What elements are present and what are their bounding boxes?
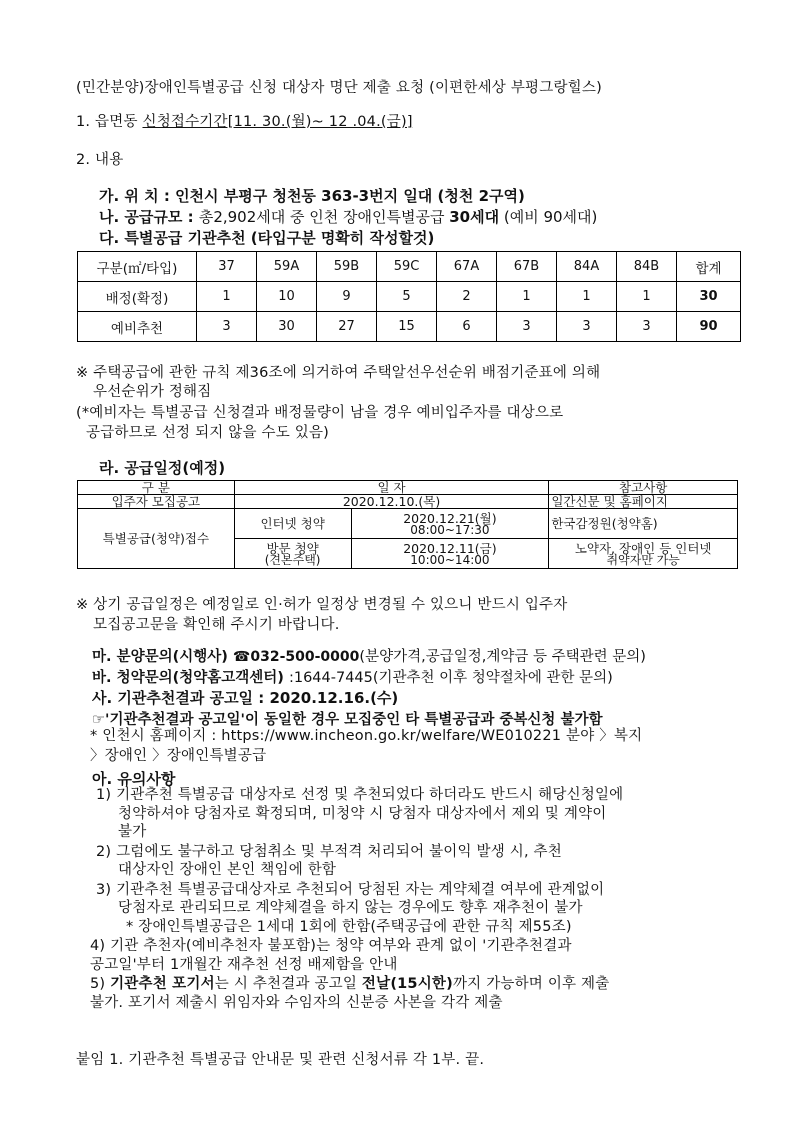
- note-line: ※ 주택공급에 관한 규칙 제36조에 의거하여 주택알선우선순위 배점기준표에 의해: [76, 365, 601, 381]
- table-header: 84A: [557, 252, 617, 282]
- table-cell: 1: [557, 282, 617, 312]
- table-cell: 입주자 모집공고: [78, 495, 235, 509]
- note-item: [90, 975, 623, 1012]
- schedule-date: 2020.12.21(월): [403, 510, 497, 526]
- note-item: [96, 881, 623, 937]
- table-header: 67A: [437, 252, 497, 282]
- note-5-text: 까지 가능하며 이후 제출: [452, 976, 610, 992]
- table-cell: 90: [677, 312, 741, 342]
- note-line: 1) 기관추천 특별공급 대상자로 선정 및 추천되었다 하더라도 반드시 해당신청일에: [96, 787, 624, 803]
- item-na-text-a: 총2,902세대 중 인천 장애인특별공급: [198, 208, 450, 226]
- note-line: [90, 975, 623, 994]
- schedule-date: 2020.12.11(금): [403, 540, 497, 556]
- table-cell: 배정(확정): [78, 282, 197, 312]
- table-cell: 1: [497, 282, 557, 312]
- subscription-phone: :1644-7445: [288, 670, 373, 686]
- item-a: 아. 유의사항: [92, 770, 176, 788]
- attachment-line: 붙임 1. 기관추천 특별공급 안내문 및 관련 신청서류 각 1부. 끝.: [76, 1052, 485, 1068]
- table-header: 37: [197, 252, 257, 282]
- note-line: (*예비자는 특별공급 신청결과 배정물량이 남을 경우 예비입주자를 대상으로: [76, 405, 564, 421]
- item-ba-label: 바. 청약문의(청약홈고객센터): [92, 670, 289, 686]
- section-2: 2. 내용: [76, 152, 124, 168]
- table-header: 합계: [677, 252, 741, 282]
- table-row: [78, 282, 741, 312]
- note-line: 공고일'부터 1개월간 재추천 선정 배제함을 안내: [90, 956, 398, 973]
- table-header: 84B: [617, 252, 677, 282]
- note-line: 3) 기관추천 특별공급대상자로 추천되어 당첨된 자는 계약체결 여부에 관계없이: [96, 881, 605, 898]
- application-period: 신청접수기간[11. 30.(월)~ 12 .04.(금)]: [142, 114, 413, 130]
- item-ma: [92, 645, 646, 666]
- table-cell: 30: [257, 312, 317, 342]
- note-5-num: 5): [90, 976, 111, 992]
- table-cell: 2020.12.10.(목): [234, 495, 549, 509]
- note-5-bold: 기관추천 포기서: [110, 976, 215, 992]
- allocation-table: [77, 251, 741, 342]
- schedule-ref-sub: 취약자만 가능: [606, 552, 680, 567]
- table-cell: 특별공급(청약)접수: [78, 509, 235, 569]
- table-row: [78, 312, 741, 342]
- item-ga-text: 인천시 부평구 청천동 363-3번지 일대 (청천 2구역): [175, 187, 525, 205]
- table-cell: [351, 539, 549, 569]
- note-line: 당첨자로 관리되므로 계약체결을 하지 않는 경우에도 향후 재추천이 불가: [118, 900, 583, 916]
- section-1-prefix: 1. 읍면동: [76, 114, 143, 130]
- table-cell: 5: [377, 282, 437, 312]
- note-line: 청약하셔야 당첨자로 확정되며, 미청약 시 당첨자 대상자에서 제외 및 계약이: [118, 805, 607, 822]
- table-header: 67B: [497, 252, 557, 282]
- table-header: 참고사항: [549, 481, 738, 495]
- note-item: [90, 937, 623, 974]
- note-line: 불가: [118, 824, 147, 840]
- table-cell: 3: [557, 312, 617, 342]
- website-note: [90, 726, 642, 766]
- note-priority: [76, 364, 600, 402]
- table-cell: 2: [437, 282, 497, 312]
- table-cell: 6: [437, 312, 497, 342]
- table-header: 59A: [257, 252, 317, 282]
- item-ma-text: (분양가격,공급일정,계약금 등 주택관련 문의): [359, 649, 646, 665]
- table-header: 59B: [317, 252, 377, 282]
- table-row: [78, 509, 738, 539]
- note-line: 2) 그럼에도 불구하고 당첨취소 및 부적격 처리되어 불이익 발생 시, 추천: [96, 843, 562, 860]
- item-na-count: 30세대: [449, 208, 500, 226]
- table-cell: 3: [617, 312, 677, 342]
- table-cell: 1: [197, 282, 257, 312]
- schedule-time: 10:00~14:00: [410, 552, 490, 567]
- note-5-text: 는 시 추천결과 공고일: [214, 976, 362, 992]
- schedule-method: 방문 청약: [266, 540, 319, 556]
- note-item: [96, 843, 623, 880]
- note-reserve: [76, 403, 563, 443]
- notes-list: [90, 786, 623, 1012]
- table-cell: 1: [617, 282, 677, 312]
- table-cell: [351, 509, 549, 539]
- item-na-label: 나. 공급규모 :: [99, 208, 199, 226]
- website-line: 〉장애인 〉장애인특별공급: [90, 748, 267, 764]
- note-line: 공급하므로 선정 되지 않을 수도 있음): [86, 425, 330, 441]
- duplicate-warning: ☞'기관추천결과 공고일'이 동일한 경우 모집중인 타 특별공급과 중복신청 불가함: [92, 712, 603, 728]
- schedule-time: 08:00~17:30: [410, 522, 490, 537]
- note-line: 대상자인 장애인 본인 책임에 한함: [118, 862, 337, 878]
- table-header: 구 분: [78, 481, 235, 495]
- schedule-method-sub: (견본주택): [264, 552, 321, 567]
- website-line[interactable]: * 인천시 홈페이지 : https://www.incheon.go.kr/welfare/WE010221 분야 〉복지: [90, 728, 643, 744]
- table-cell: 27: [317, 312, 377, 342]
- table-header: 일 자: [234, 481, 549, 495]
- table-cell: [234, 539, 351, 569]
- table-cell: 예비추천: [78, 312, 197, 342]
- note-5-deadline: 전날(15시한): [361, 976, 453, 992]
- item-na-text-b: (예비 90세대): [499, 208, 598, 226]
- table-row: [78, 495, 738, 509]
- schedule-table: [77, 480, 738, 569]
- section-1: [76, 110, 413, 131]
- table-cell: 30: [677, 282, 741, 312]
- table-header: 구분(㎡/타입): [78, 252, 197, 282]
- table-cell: 3: [497, 312, 557, 342]
- item-sa: 사. 기관추천결과 공고일 : 2020.12.16.(수): [92, 689, 399, 707]
- table-cell: 15: [377, 312, 437, 342]
- table-header-row: [78, 481, 738, 495]
- table-cell: 인터넷 청약: [234, 509, 351, 539]
- table-cell: 일간신문 및 홈페이지: [549, 495, 738, 509]
- item-da: 다. 특별공급 기관추천 (타입구분 명확히 작성할것): [99, 229, 435, 247]
- note-line: 불가. 포기서 제출시 위임자와 수임자의 신분증 사본을 각각 제출: [90, 994, 503, 1011]
- note-line: * 장애인특별공급은 1세대 1회에 한함(주택공급에 관한 규칙 제55조): [126, 918, 572, 935]
- item-ba-text: (기관추천 이후 청약절차에 관한 문의): [372, 670, 613, 686]
- table-cell: 10: [257, 282, 317, 312]
- table-header: 59C: [377, 252, 437, 282]
- note-line: 우선순위가 정해짐: [93, 384, 212, 400]
- sales-phone: ☎032-500-0000: [232, 649, 360, 665]
- item-ma-label: 마. 분양문의(시행사): [92, 649, 233, 665]
- table-cell: 3: [197, 312, 257, 342]
- item-na: [99, 206, 597, 227]
- item-ra: 라. 공급일정(예정): [99, 459, 226, 477]
- schedule-ref: 노약자, 장애인 등 인터넷: [574, 540, 712, 556]
- table-cell: [549, 539, 738, 569]
- item-ga: [99, 185, 525, 206]
- note-line: 4) 기관 추천자(예비추천자 불포함)는 청약 여부와 관계 없이 '기관추천결과: [90, 938, 572, 954]
- note-line: ※ 상기 공급일정은 예정일로 인·허가 일정상 변경될 수 있으니 반드시 입주자: [76, 597, 568, 613]
- item-ga-label: 가. 위 치 :: [99, 187, 176, 205]
- note-schedule: [76, 595, 567, 635]
- note-line: 모집공고문을 확인해 주시기 바랍니다.: [93, 617, 340, 633]
- note-item: [96, 786, 623, 842]
- item-ba: [92, 666, 613, 687]
- table-header-row: [78, 252, 741, 282]
- table-cell: 한국감정원(청약홈): [549, 509, 738, 539]
- table-cell: 9: [317, 282, 377, 312]
- document-title: (민간분양)장애인특별공급 신청 대상자 명단 제출 요청 (이편한세상 부평그랑힐스): [76, 80, 602, 96]
